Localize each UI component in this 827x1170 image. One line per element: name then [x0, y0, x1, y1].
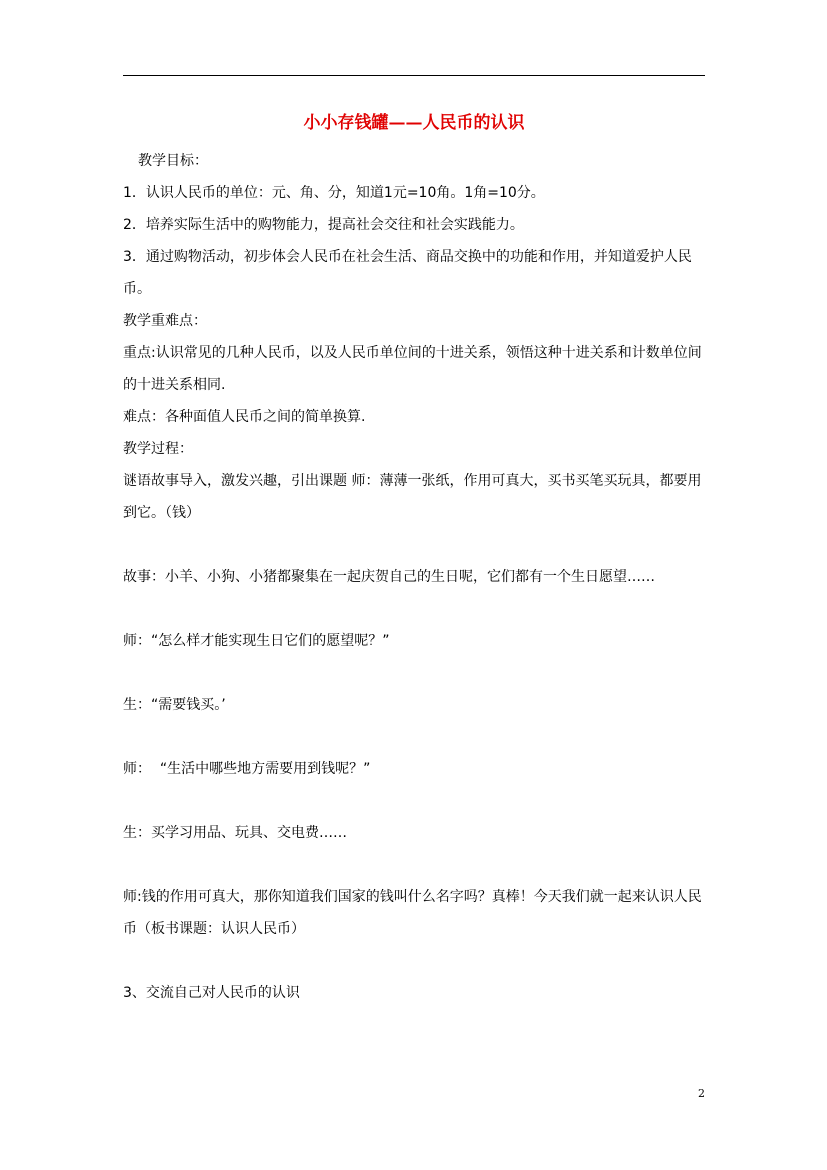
document-title: 小小存钱罐——人民币的认识 [303, 113, 525, 133]
paragraph-gap [123, 785, 705, 817]
header-rule [123, 75, 705, 76]
section-heading-objectives: 教学目标： [138, 153, 208, 169]
riddle-intro: 谜语故事导入，激发兴趣，引出课题 师：薄薄一张纸，作用可真大，买书买笔买玩具，都要用到它。（钱） [123, 473, 702, 521]
objective-item-3: 3．通过购物活动，初步体会人民币在社会生活、商品交换中的功能和作用，并知道爱护人民币。 [123, 249, 692, 297]
story-paragraph: 故事：小羊、小狗、小猪都聚集在一起庆贺自己的生日呢，它们都有一个生日愿望…… [123, 569, 655, 585]
paragraph-gap [123, 945, 705, 977]
objective-item-2: 2．培养实际生活中的购物能力，提高社会交往和社会实践能力。 [123, 217, 524, 233]
student-line-2: 生：买学习用品、玩具、交电费…… [123, 825, 347, 841]
paragraph-gap [123, 529, 705, 561]
section-heading-key-points: 教学重难点： [123, 313, 207, 329]
section-heading-process: 教学过程： [123, 441, 193, 457]
paragraph-gap [123, 849, 705, 881]
document-body [123, 145, 705, 1009]
paragraph-gap [123, 657, 705, 689]
exchange-heading: 3、交流自己对人民币的认识 [123, 985, 300, 1001]
page-number: 2 [698, 1087, 705, 1100]
paragraph-gap [123, 593, 705, 625]
key-point: 重点:认识常见的几种人民币，以及人民币单位间的十进关系，领悟这种十进关系和计数单位间的十进关系相同. [123, 345, 702, 393]
objective-item-1: 1．认识人民币的单位：元、角、分，知道1元=10角。1角=10分。 [123, 185, 545, 201]
teacher-line-3: 师:钱的作用可真大，那你知道我们国家的钱叫什么名字吗？真棒！今天我们就一起来认识人民币（板书课题：认识人民币） [123, 889, 702, 937]
student-line-1: 生：“需要钱买。’ [123, 697, 226, 713]
difficult-point: 难点：各种面值人民币之间的简单换算. [123, 409, 366, 425]
paragraph-gap [123, 721, 705, 753]
teacher-line-2: 师： “生活中哪些地方需要用到钱呢？” [123, 761, 371, 777]
teacher-line-1: 师：“怎么样才能实现生日它们的愿望呢？” [123, 633, 390, 649]
